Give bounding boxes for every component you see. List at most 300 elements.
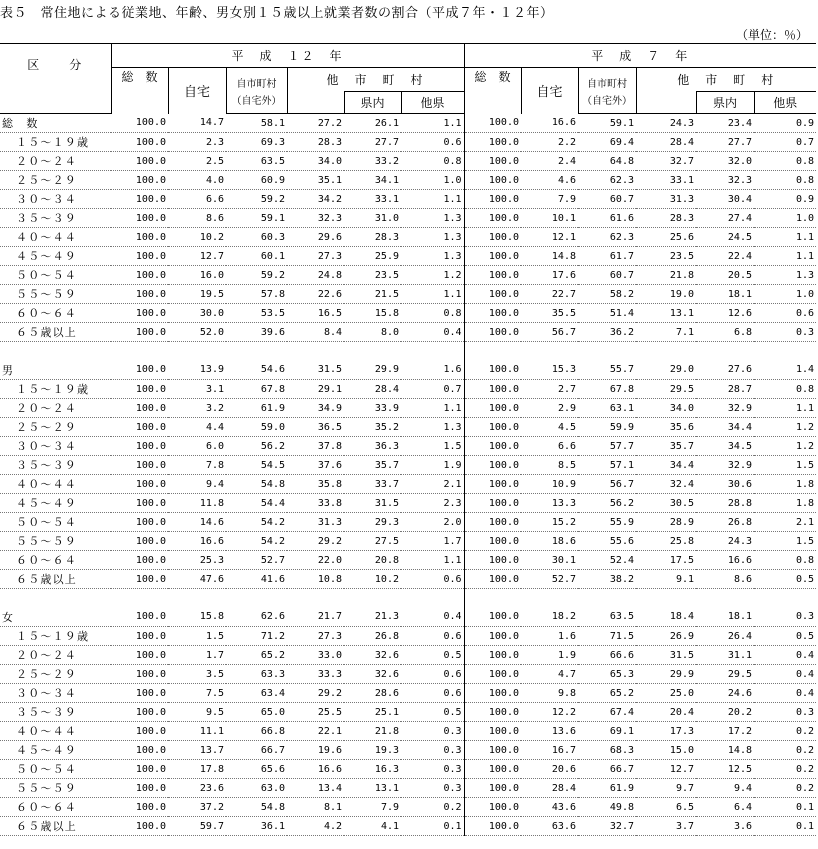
row-label: 総 数 <box>0 114 111 133</box>
cell-h7-2: 55.9 <box>578 513 636 532</box>
jishichoson-header-h12: 自市町村 <box>226 68 287 92</box>
cell-h12-4: 21.5 <box>344 285 401 304</box>
cell-h7-5: 0.2 <box>754 722 816 741</box>
cell-h12-4: 31.0 <box>344 209 401 228</box>
cell-h7-5: 0.8 <box>754 380 816 399</box>
cell-h12-0: 100.0 <box>111 817 168 836</box>
table-row <box>0 532 816 551</box>
cell-h7-2: 60.7 <box>578 266 636 285</box>
cell-h12-2: 60.3 <box>226 228 287 247</box>
cell-h12-5: 0.6 <box>401 684 464 703</box>
spacer-h7 <box>636 92 696 114</box>
cell-h7-0: 100.0 <box>464 570 521 589</box>
cell-h7-3: 20.4 <box>636 703 696 722</box>
cell-h7-2: 61.7 <box>578 247 636 266</box>
table-row <box>0 703 816 722</box>
cell-h7-4: 12.5 <box>696 760 754 779</box>
cell-h12-3: 37.8 <box>287 437 344 456</box>
cell-h12-0: 100.0 <box>111 722 168 741</box>
cell-h7-2: 63.5 <box>578 608 636 627</box>
cell-h12-1: 8.6 <box>168 209 226 228</box>
cell-h7-2: 55.6 <box>578 532 636 551</box>
cell-h12-1: 16.6 <box>168 532 226 551</box>
cell-h12-1: 37.2 <box>168 798 226 817</box>
cell-h12-0: 100.0 <box>111 247 168 266</box>
cell-h7-5: 0.2 <box>754 779 816 798</box>
row-label: ４５～４９ <box>0 741 111 760</box>
cell-h7-0: 100.0 <box>464 247 521 266</box>
cell-h7-4: 26.4 <box>696 627 754 646</box>
cell-h12-2: 65.2 <box>226 646 287 665</box>
cell-h7-4: 32.3 <box>696 171 754 190</box>
cell-h12-1: 11.8 <box>168 494 226 513</box>
cell-h7-5: 0.3 <box>754 323 816 342</box>
cell-h12-2: 54.8 <box>226 475 287 494</box>
jishichoson-header-h7: 自市町村 <box>578 68 636 92</box>
cell-h7-5: 1.5 <box>754 532 816 551</box>
cell-h7-3: 32.7 <box>636 152 696 171</box>
cell-h12-3: 21.7 <box>287 608 344 627</box>
cell-h7-3: 15.0 <box>636 741 696 760</box>
cell-h7-4: 24.5 <box>696 228 754 247</box>
row-label: ４５～４９ <box>0 247 111 266</box>
cell-h7-5: 0.6 <box>754 304 816 323</box>
table-row <box>0 760 816 779</box>
cell-h12-2: 66.7 <box>226 741 287 760</box>
cell-h7-0: 100.0 <box>464 152 521 171</box>
cell-h7-4: 27.7 <box>696 133 754 152</box>
cell-h12-5: 1.1 <box>401 551 464 570</box>
cell-h12-0: 100.0 <box>111 437 168 456</box>
cell-h12-5: 1.9 <box>401 456 464 475</box>
row-label: ５０～５４ <box>0 513 111 532</box>
cell-h12-4: 33.7 <box>344 475 401 494</box>
cell-h12-5: 1.1 <box>401 285 464 304</box>
cell-h7-2: 63.1 <box>578 399 636 418</box>
cell-h7-1: 6.6 <box>521 437 578 456</box>
cell-h7-1: 2.4 <box>521 152 578 171</box>
cell-h7-2: 57.1 <box>578 456 636 475</box>
cell-h12-4: 7.9 <box>344 798 401 817</box>
cell-h12-3: 27.2 <box>287 114 344 133</box>
cell-h7-5: 1.1 <box>754 228 816 247</box>
cell-h7-1: 1.6 <box>521 627 578 646</box>
cell-h7-5: 1.1 <box>754 399 816 418</box>
cell-h12-5: 1.7 <box>401 532 464 551</box>
cell-h7-2: 52.4 <box>578 551 636 570</box>
cell-h12-0: 100.0 <box>111 551 168 570</box>
cell-h7-3: 34.0 <box>636 399 696 418</box>
cell-h7-5: 1.2 <box>754 437 816 456</box>
cell-h7-1: 28.4 <box>521 779 578 798</box>
cell-h12-0: 100.0 <box>111 228 168 247</box>
cell-h7-3: 6.5 <box>636 798 696 817</box>
cell-h7-5: 1.0 <box>754 285 816 304</box>
cell-h12-4: 33.2 <box>344 152 401 171</box>
cell-h7-3: 35.7 <box>636 437 696 456</box>
cell-h7-0: 100.0 <box>464 646 521 665</box>
cell-h12-3: 22.6 <box>287 285 344 304</box>
cell-h12-0: 100.0 <box>111 209 168 228</box>
group-spacer <box>0 589 816 608</box>
cell-h7-5: 1.2 <box>754 418 816 437</box>
cell-h12-5: 0.6 <box>401 133 464 152</box>
cell-h7-1: 43.6 <box>521 798 578 817</box>
row-label: ４０～４４ <box>0 475 111 494</box>
cell-h12-3: 34.9 <box>287 399 344 418</box>
table-row <box>0 494 816 513</box>
cell-h12-0: 100.0 <box>111 171 168 190</box>
cell-h7-2: 57.7 <box>578 437 636 456</box>
cell-h7-0: 100.0 <box>464 418 521 437</box>
cell-h12-4: 29.9 <box>344 361 401 380</box>
jitakugai-header-h12: （自宅外） <box>226 92 287 114</box>
cell-h12-4: 15.8 <box>344 304 401 323</box>
cell-h7-1: 2.2 <box>521 133 578 152</box>
cell-h7-4: 34.5 <box>696 437 754 456</box>
cell-h7-4: 24.3 <box>696 532 754 551</box>
cell-h7-5: 0.5 <box>754 570 816 589</box>
cell-h12-1: 59.7 <box>168 817 226 836</box>
cell-h7-1: 17.6 <box>521 266 578 285</box>
row-label: ５０～５４ <box>0 760 111 779</box>
cell-h7-1: 15.3 <box>521 361 578 380</box>
cell-h7-1: 8.5 <box>521 456 578 475</box>
cell-h12-4: 28.6 <box>344 684 401 703</box>
cell-h12-0: 100.0 <box>111 703 168 722</box>
cell-h7-5: 0.4 <box>754 646 816 665</box>
cell-h7-2: 61.6 <box>578 209 636 228</box>
cell-h7-1: 22.7 <box>521 285 578 304</box>
cell-h7-3: 25.0 <box>636 684 696 703</box>
cell-h7-2: 69.4 <box>578 133 636 152</box>
cell-h12-0: 100.0 <box>111 399 168 418</box>
row-label: ２５～２９ <box>0 171 111 190</box>
cell-h7-0: 100.0 <box>464 361 521 380</box>
cell-h12-1: 17.8 <box>168 760 226 779</box>
cell-h7-4: 18.1 <box>696 285 754 304</box>
cell-h7-2: 59.9 <box>578 418 636 437</box>
cell-h12-3: 35.8 <box>287 475 344 494</box>
cell-h12-4: 35.2 <box>344 418 401 437</box>
cell-h7-5: 1.5 <box>754 456 816 475</box>
cell-h7-2: 66.6 <box>578 646 636 665</box>
cell-h7-2: 32.7 <box>578 817 636 836</box>
cell-h12-4: 28.3 <box>344 228 401 247</box>
cell-h7-4: 27.4 <box>696 209 754 228</box>
cell-h7-2: 71.5 <box>578 627 636 646</box>
table-title: 表５ 常住地による従業地、年齢、男女別１５歳以上就業者数の割合（平成７年・１２年） <box>0 6 554 21</box>
row-label: ２０～２４ <box>0 152 111 171</box>
cell-h7-1: 12.2 <box>521 703 578 722</box>
cell-h7-4: 24.6 <box>696 684 754 703</box>
row-label: ６５歳以上 <box>0 570 111 589</box>
jitakugai-header-h7: （自宅外） <box>578 92 636 114</box>
cell-h12-4: 19.3 <box>344 741 401 760</box>
cell-h12-1: 3.1 <box>168 380 226 399</box>
cell-h7-5: 0.7 <box>754 133 816 152</box>
cell-h7-5: 1.8 <box>754 475 816 494</box>
cell-h7-1: 18.2 <box>521 608 578 627</box>
cell-h12-4: 32.6 <box>344 665 401 684</box>
cell-h7-1: 4.7 <box>521 665 578 684</box>
cell-h7-4: 29.5 <box>696 665 754 684</box>
cell-h12-5: 0.1 <box>401 817 464 836</box>
cell-h7-0: 100.0 <box>464 266 521 285</box>
jitaku-header-h7: 自宅 <box>521 68 578 114</box>
cell-h12-2: 53.5 <box>226 304 287 323</box>
row-label: ６０～６４ <box>0 551 111 570</box>
cell-h12-2: 63.0 <box>226 779 287 798</box>
cell-h7-3: 17.3 <box>636 722 696 741</box>
cell-h7-1: 63.6 <box>521 817 578 836</box>
table-row <box>0 361 816 380</box>
cell-h12-2: 57.8 <box>226 285 287 304</box>
cell-h7-3: 3.7 <box>636 817 696 836</box>
cell-h12-2: 54.8 <box>226 798 287 817</box>
cell-h12-5: 0.3 <box>401 741 464 760</box>
cell-h12-3: 16.5 <box>287 304 344 323</box>
table-row <box>0 266 816 285</box>
cell-h7-5: 0.4 <box>754 684 816 703</box>
cell-h12-1: 23.6 <box>168 779 226 798</box>
cell-h7-2: 64.8 <box>578 152 636 171</box>
cell-h12-4: 21.3 <box>344 608 401 627</box>
cell-h12-4: 20.8 <box>344 551 401 570</box>
cell-h12-3: 25.5 <box>287 703 344 722</box>
cell-h12-5: 1.1 <box>401 399 464 418</box>
cell-h12-2: 54.2 <box>226 532 287 551</box>
cell-h12-2: 54.5 <box>226 456 287 475</box>
cell-h7-0: 100.0 <box>464 456 521 475</box>
cell-h7-4: 17.2 <box>696 722 754 741</box>
row-label: ４５～４９ <box>0 494 111 513</box>
table-row <box>0 665 816 684</box>
table-row <box>0 684 816 703</box>
cell-h7-1: 35.5 <box>521 304 578 323</box>
cell-h12-2: 36.1 <box>226 817 287 836</box>
cell-h12-5: 1.3 <box>401 228 464 247</box>
cell-h12-0: 100.0 <box>111 418 168 437</box>
total-header-h7: 総 数 <box>464 68 521 114</box>
taken-header-h12: 他県 <box>401 92 464 114</box>
cell-h7-0: 100.0 <box>464 228 521 247</box>
row-label: ６０～６４ <box>0 304 111 323</box>
cell-h12-1: 1.7 <box>168 646 226 665</box>
cell-h12-5: 1.2 <box>401 266 464 285</box>
cell-h7-3: 7.1 <box>636 323 696 342</box>
table-row <box>0 475 816 494</box>
cell-h12-1: 13.9 <box>168 361 226 380</box>
row-label: ５５～５９ <box>0 532 111 551</box>
table-row <box>0 114 816 133</box>
cell-h12-1: 2.3 <box>168 133 226 152</box>
cell-h12-2: 60.1 <box>226 247 287 266</box>
cell-h12-5: 1.3 <box>401 247 464 266</box>
cell-h7-3: 28.4 <box>636 133 696 152</box>
row-label: ３０～３４ <box>0 190 111 209</box>
cell-h7-3: 18.4 <box>636 608 696 627</box>
cell-h12-5: 1.1 <box>401 114 464 133</box>
cell-h12-4: 35.7 <box>344 456 401 475</box>
cell-h7-0: 100.0 <box>464 494 521 513</box>
cell-h12-4: 10.2 <box>344 570 401 589</box>
cell-h7-1: 16.7 <box>521 741 578 760</box>
cell-h7-4: 30.6 <box>696 475 754 494</box>
cell-h7-0: 100.0 <box>464 513 521 532</box>
cell-h7-1: 18.6 <box>521 532 578 551</box>
cell-h12-0: 100.0 <box>111 494 168 513</box>
cell-h12-5: 0.6 <box>401 665 464 684</box>
cell-h7-4: 23.4 <box>696 114 754 133</box>
tashichoson-header-h12: 他 市 町 村 <box>287 68 464 92</box>
era-h7-header: 平 成 ７ 年 <box>464 44 816 68</box>
cell-h12-2: 54.6 <box>226 361 287 380</box>
cell-h12-1: 6.0 <box>168 437 226 456</box>
cell-h7-0: 100.0 <box>464 323 521 342</box>
cell-h12-4: 25.9 <box>344 247 401 266</box>
cell-h12-5: 1.3 <box>401 209 464 228</box>
table-row <box>0 456 816 475</box>
row-label: ３５～３９ <box>0 703 111 722</box>
cell-h7-0: 100.0 <box>464 817 521 836</box>
cell-h7-4: 26.8 <box>696 513 754 532</box>
cell-h7-2: 66.7 <box>578 760 636 779</box>
table-row <box>0 627 816 646</box>
kennai-header-h12: 県内 <box>344 92 401 114</box>
cell-h12-5: 0.4 <box>401 608 464 627</box>
cell-h7-4: 28.8 <box>696 494 754 513</box>
cell-h12-4: 29.3 <box>344 513 401 532</box>
table-row <box>0 380 816 399</box>
cell-h7-0: 100.0 <box>464 722 521 741</box>
unit-label: （単位：％） <box>735 28 808 42</box>
row-label: ６５歳以上 <box>0 323 111 342</box>
cell-h7-5: 0.8 <box>754 551 816 570</box>
cell-h7-2: 51.4 <box>578 304 636 323</box>
cell-h7-2: 62.3 <box>578 171 636 190</box>
cell-h7-5: 1.1 <box>754 247 816 266</box>
cell-h7-5: 0.2 <box>754 760 816 779</box>
cell-h12-3: 33.8 <box>287 494 344 513</box>
cell-h12-2: 54.2 <box>226 513 287 532</box>
cell-h12-0: 100.0 <box>111 532 168 551</box>
cell-h7-0: 100.0 <box>464 437 521 456</box>
cell-h12-2: 39.6 <box>226 323 287 342</box>
cell-h7-3: 26.9 <box>636 627 696 646</box>
cell-h7-2: 56.7 <box>578 475 636 494</box>
cell-h7-4: 30.4 <box>696 190 754 209</box>
cell-h12-3: 24.8 <box>287 266 344 285</box>
cell-h12-1: 4.4 <box>168 418 226 437</box>
cell-h12-0: 100.0 <box>111 133 168 152</box>
cell-h12-1: 3.5 <box>168 665 226 684</box>
cell-h12-2: 63.5 <box>226 152 287 171</box>
cell-h12-3: 31.3 <box>287 513 344 532</box>
cell-h7-1: 52.7 <box>521 570 578 589</box>
cell-h12-2: 52.7 <box>226 551 287 570</box>
cell-h7-4: 31.1 <box>696 646 754 665</box>
cell-h12-1: 11.1 <box>168 722 226 741</box>
row-label: ３０～３４ <box>0 684 111 703</box>
cell-h12-0: 100.0 <box>111 798 168 817</box>
cell-h7-0: 100.0 <box>464 399 521 418</box>
cell-h7-3: 31.5 <box>636 646 696 665</box>
cell-h12-2: 59.1 <box>226 209 287 228</box>
cell-h7-4: 9.4 <box>696 779 754 798</box>
cell-h7-2: 67.4 <box>578 703 636 722</box>
cell-h12-5: 0.5 <box>401 646 464 665</box>
cell-h7-3: 17.5 <box>636 551 696 570</box>
row-label: ５５～５９ <box>0 285 111 304</box>
cell-h7-0: 100.0 <box>464 741 521 760</box>
cell-h12-0: 100.0 <box>111 190 168 209</box>
cell-h12-0: 100.0 <box>111 380 168 399</box>
cell-h7-1: 13.3 <box>521 494 578 513</box>
cell-h12-4: 23.5 <box>344 266 401 285</box>
cell-h12-0: 100.0 <box>111 361 168 380</box>
cell-h7-1: 13.6 <box>521 722 578 741</box>
table-row <box>0 779 816 798</box>
cell-h7-3: 35.6 <box>636 418 696 437</box>
cell-h12-3: 32.3 <box>287 209 344 228</box>
table-row <box>0 228 816 247</box>
table-row <box>0 209 816 228</box>
cell-h12-4: 25.1 <box>344 703 401 722</box>
cell-h7-1: 10.9 <box>521 475 578 494</box>
cell-h7-4: 3.6 <box>696 817 754 836</box>
cell-h7-1: 15.2 <box>521 513 578 532</box>
cell-h7-5: 1.3 <box>754 266 816 285</box>
cell-h12-3: 33.0 <box>287 646 344 665</box>
cell-h7-5: 0.8 <box>754 171 816 190</box>
cell-h12-4: 26.8 <box>344 627 401 646</box>
cell-h12-1: 7.5 <box>168 684 226 703</box>
table-row <box>0 551 816 570</box>
cell-h12-5: 0.3 <box>401 760 464 779</box>
group-spacer <box>0 342 816 361</box>
cell-h12-5: 0.5 <box>401 703 464 722</box>
cell-h7-1: 2.7 <box>521 380 578 399</box>
cell-h12-2: 59.0 <box>226 418 287 437</box>
cell-h12-1: 6.6 <box>168 190 226 209</box>
table-row <box>0 608 816 627</box>
cell-h12-2: 62.6 <box>226 608 287 627</box>
cell-h12-4: 32.6 <box>344 646 401 665</box>
row-label: ５５～５９ <box>0 779 111 798</box>
cell-h12-0: 100.0 <box>111 513 168 532</box>
cell-h12-0: 100.0 <box>111 779 168 798</box>
cell-h12-2: 71.2 <box>226 627 287 646</box>
cell-h7-3: 25.6 <box>636 228 696 247</box>
cell-h12-3: 16.6 <box>287 760 344 779</box>
cell-h12-4: 31.5 <box>344 494 401 513</box>
table-row <box>0 646 816 665</box>
cell-h12-4: 27.7 <box>344 133 401 152</box>
cell-h12-0: 100.0 <box>111 608 168 627</box>
row-label: ６０～６４ <box>0 798 111 817</box>
cell-h12-1: 1.5 <box>168 627 226 646</box>
jitaku-header-h12: 自宅 <box>168 68 226 114</box>
cell-h7-5: 1.0 <box>754 209 816 228</box>
kubun-header: 区 分 <box>0 44 111 114</box>
cell-h7-3: 30.5 <box>636 494 696 513</box>
cell-h7-3: 12.7 <box>636 760 696 779</box>
cell-h7-4: 32.9 <box>696 399 754 418</box>
cell-h12-0: 100.0 <box>111 760 168 779</box>
cell-h7-0: 100.0 <box>464 779 521 798</box>
cell-h7-5: 0.3 <box>754 608 816 627</box>
